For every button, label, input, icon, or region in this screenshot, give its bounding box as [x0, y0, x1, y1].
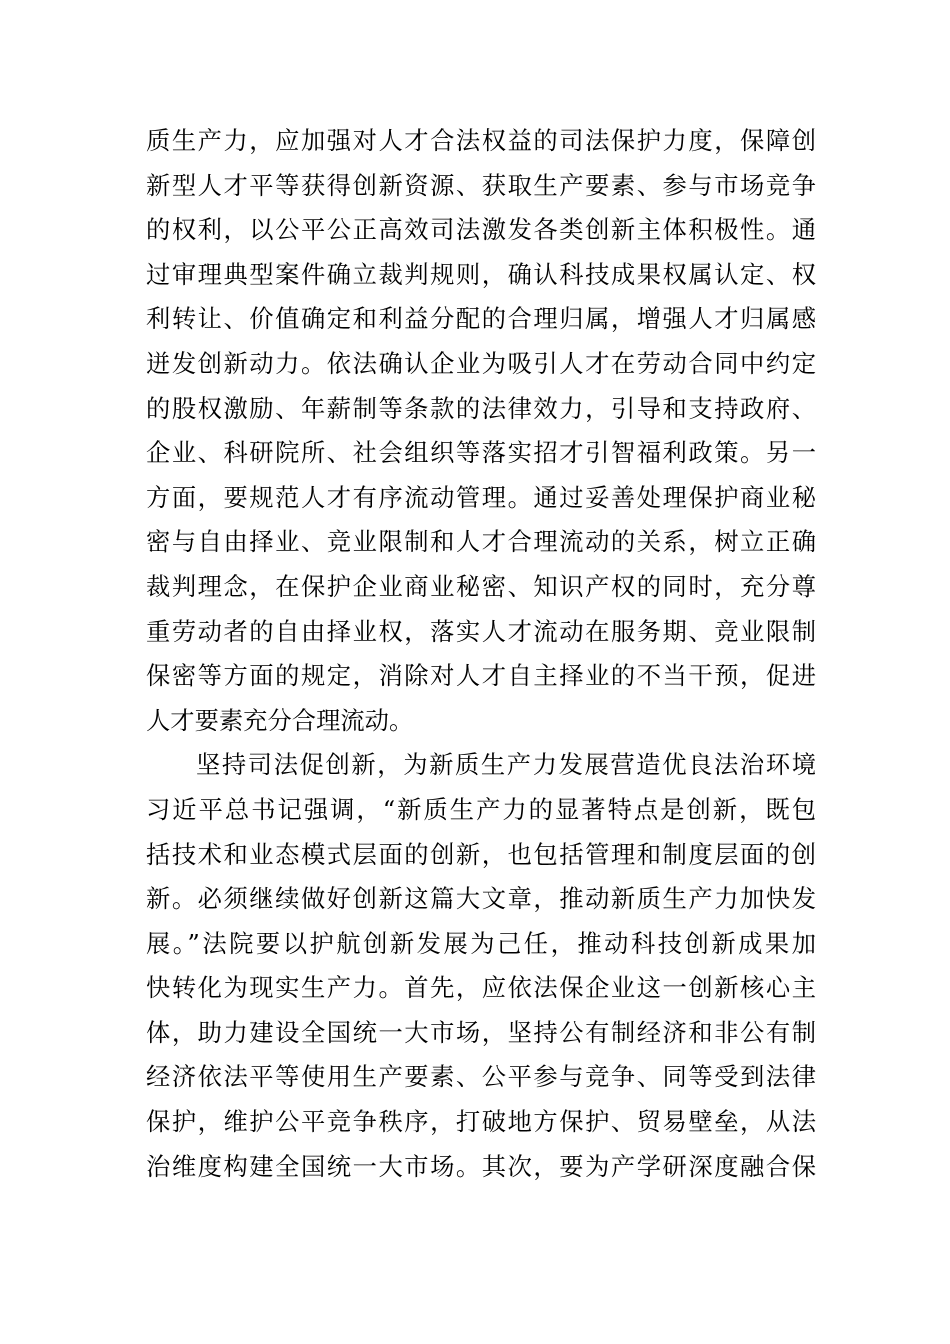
text-line: 质生产力，应加强对人才合法权益的司法保护力度，保障创: [146, 126, 816, 155]
document-body: [146, 119, 816, 1189]
text-line: 新型人才平等获得创新资源、获取生产要素、参与市场竞争: [146, 170, 816, 200]
text-line: 迸发创新动力。依法确认企业为吸引人才在劳动合同中约定: [146, 348, 816, 378]
paragraph-end-line: 人才要素充分合理流动。: [146, 705, 414, 735]
section-heading: 坚持司法促创新，为新质生产力发展营造优良法治环境: [196, 750, 816, 780]
text-line: 习近平总书记强调，“新质生产力的显著特点是创新，既包: [146, 794, 816, 824]
text-line: 的股权激励、年薪制等条款的法律效力，引导和支持政府、: [146, 393, 816, 423]
text-line: 企业、科研院所、社会组织等落实招才引智福利政策。另一: [146, 438, 816, 468]
text-line: 体，助力建设全国统一大市场，坚持公有制经济和非公有制: [146, 1017, 816, 1047]
text-line: 密与自由择业、竞业限制和人才合理流动的关系，树立正确: [146, 527, 816, 557]
text-line: 展。”法院要以护航创新发展为己任，推动科技创新成果加: [146, 928, 816, 958]
text-line: 裁判理念，在保护企业商业秘密、知识产权的同时，充分尊: [146, 571, 816, 601]
text-line: 过审理典型案件确立裁判规则，确认科技成果权属认定、权: [146, 259, 816, 289]
text-line: 括技术和业态模式层面的创新，也包括管理和制度层面的创: [146, 839, 816, 869]
text-line: 快转化为现实生产力。首先，应依法保企业这一创新核心主: [146, 973, 816, 1003]
text-line: 保护，维护公平竞争秩序，打破地方保护、贸易壁垒，从法: [146, 1107, 816, 1137]
text-line: 的权利，以公平公正高效司法激发各类创新主体积极性。通: [146, 215, 816, 245]
text-line: 保密等方面的规定，消除对人才自主择业的不当干预，促进: [146, 661, 816, 691]
text-line: 新。必须继续做好创新这篇大文章，推动新质生产力加快发: [146, 884, 816, 914]
text-line: 重劳动者的自由择业权，落实人才流动在服务期、竞业限制: [146, 616, 816, 646]
text-line: 经济依法平等使用生产要素、公平参与竞争、同等受到法律: [146, 1062, 816, 1092]
text-line: 利转让、价值确定和利益分配的合理归属，增强人才归属感: [146, 304, 816, 334]
text-line: 治维度构建全国统一大市场。其次，要为产学研深度融合保: [146, 1151, 816, 1181]
text-line: 方面，要规范人才有序流动管理。通过妥善处理保护商业秘: [146, 482, 816, 512]
